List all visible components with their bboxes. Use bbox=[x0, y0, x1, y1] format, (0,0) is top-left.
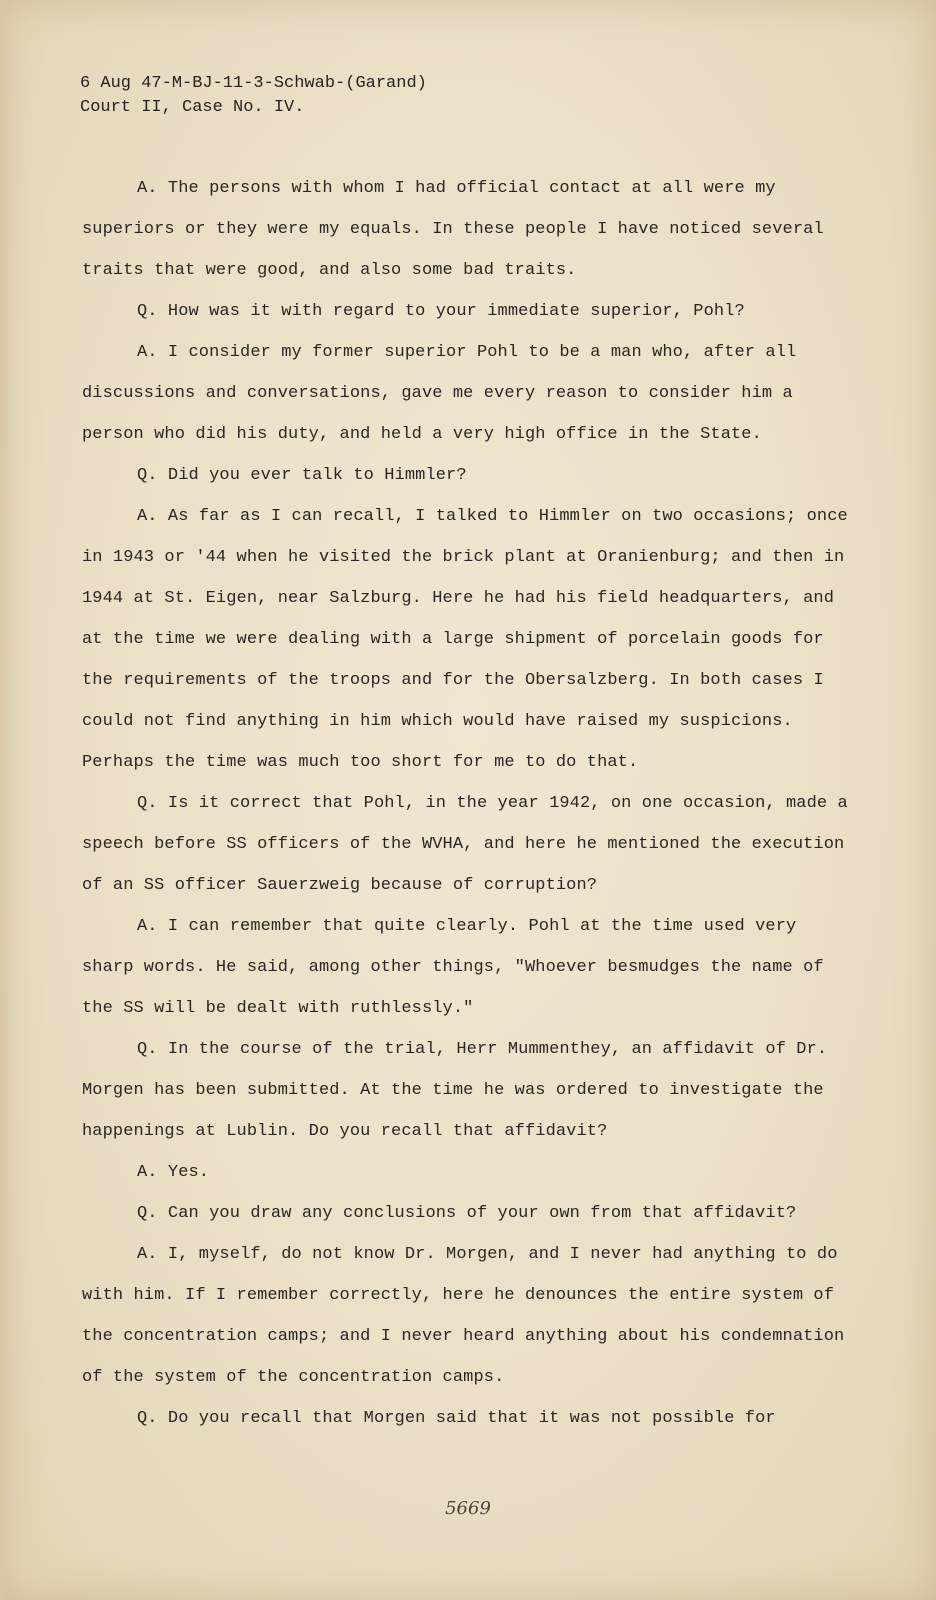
paragraph-8: Q. In the course of the trial, Herr Mummenthey, an affidavit of Dr. Morgen has been submitted. At the time he was ordered to investigate the happenings at Lublin. Do you recall that affidavit? bbox=[82, 1040, 828, 1141]
paragraph-7: A. I can remember that quite clearly. Pohl at the time used very sharp words. He said, among other things, "Whoever besmudges the name of the SS will be dealt with ruthlessly." bbox=[82, 917, 824, 1018]
document-header bbox=[80, 72, 427, 120]
paragraph-10: Q. Can you draw any conclusions of your own from that affidavit? bbox=[137, 1204, 797, 1223]
paragraph-11: A. I, myself, do not know Dr. Morgen, and I never had anything to do with him. If I remember correctly, here he denounces the entire system of the concentration camps; and I never heard anything about his condemnation of the system of the concentration camps. bbox=[82, 1245, 845, 1387]
page-edge bbox=[0, 0, 10, 1600]
paragraph-12: Q. Do you recall that Morgen said that it was not possible for bbox=[137, 1409, 776, 1428]
header-line-1: 6 Aug 47-M-BJ-11-3-Schwab-(Garand) bbox=[80, 74, 427, 93]
transcript-body bbox=[82, 168, 852, 1439]
paragraph-6: Q. Is it correct that Pohl, in the year 1942, on one occasion, made a speech before SS officers of the WVHA, and here he mentioned the execution of an SS officer Sauerzweig because of corruption? bbox=[82, 794, 848, 895]
paragraph-2: Q. How was it with regard to your immediate superior, Pohl? bbox=[137, 302, 745, 321]
paragraph-9: A. Yes. bbox=[137, 1163, 210, 1182]
header-line-2: Court II, Case No. IV. bbox=[80, 98, 305, 117]
paragraph-4: Q. Did you ever talk to Himmler? bbox=[137, 466, 467, 485]
page-number: 5669 bbox=[445, 1498, 491, 1519]
paragraph-1: A. The persons with whom I had official contact at all were my superiors or they were my equals. In these people I have noticed several traits that were good, and also some bad traits. bbox=[82, 179, 824, 280]
paragraph-5: A. As far as I can recall, I talked to Himmler on two occasions; once in 1943 or '44 when he visited the brick plant at Oranienburg; and then in 1944 at St. Eigen, near Salzburg. Here he had his field headquarters, and at the time we were dealing with a large shipment of porcelain goods for the requirements of the troops and for the Obersalzberg. In both cases I could not find anything in him which would have raised my suspicions. Perhaps the time was much too short for me to do that. bbox=[82, 507, 848, 772]
paragraph-3: A. I consider my former superior Pohl to be a man who, after all discussions and conversations, gave me every reason to consider him a person who did his duty, and held a very high office in the State. bbox=[82, 343, 797, 444]
